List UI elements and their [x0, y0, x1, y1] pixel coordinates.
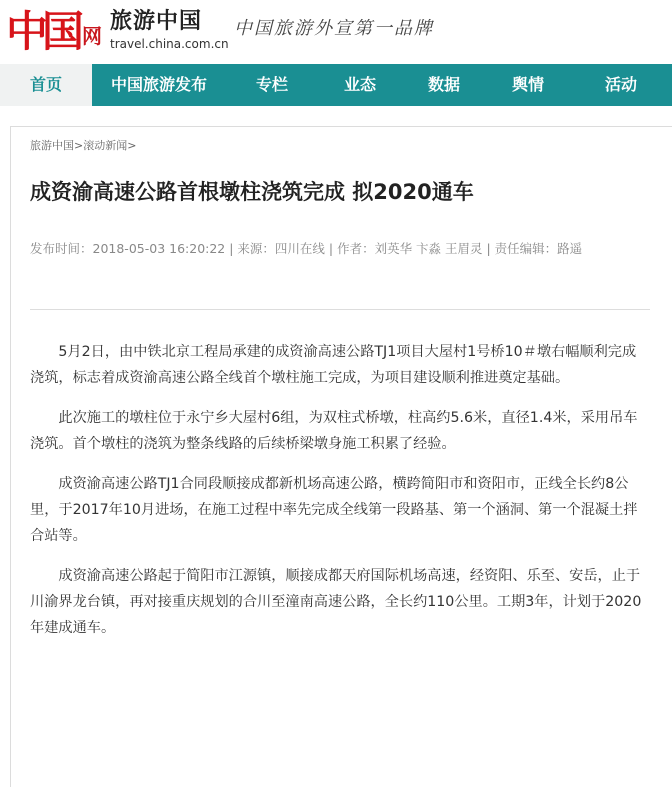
nav-item-business[interactable]: 业态: [343, 75, 376, 94]
china-net-logo[interactable]: [6, 6, 106, 58]
nav-item-tourism-release[interactable]: 中国旅游发布: [110, 75, 207, 94]
brand-block[interactable]: [110, 8, 229, 52]
breadcrumb: [30, 137, 136, 153]
article-title: 成资渝高速公路首根墩柱浇筑完成 拟2020通车: [30, 180, 474, 204]
brand-url: travel.china.com.cn: [110, 37, 229, 51]
breadcrumb-separator: >: [127, 139, 137, 152]
breadcrumb-separator: >: [74, 139, 84, 152]
article-paragraph: 成资渝高速公路起于简阳市江源镇，顺接成都天府国际机场高速，经资阳、乐至、安岳，止于川渝界龙台镇，再对接重庆规划的合川至潼南高速公路，全长约110公里。工期3年，计划于2020年建成通车。: [30, 568, 642, 636]
main-nav: [0, 64, 672, 106]
article-paragraph: 成资渝高速公路TJ1合同段顺接成都新机场高速公路，横跨简阳市和资阳市，正线全长约8公里，于2017年10月进场，在施工过程中率先完成全线第一段路基、第一个涵洞、第一个混凝土拌合站等。: [30, 476, 638, 544]
site-slogan: 中国旅游外宣第一品牌: [234, 18, 434, 39]
nav-item-home[interactable]: 首页: [0, 64, 92, 106]
article-paragraph: 5月2日，由中铁北京工程局承建的成资渝高速公路TJ1项目大屋村1号桥10＃墩右幅顺利完成浇筑，标志着成资渝高速公路全线首个墩柱施工完成，为项目建设顺利推进奠定基础。: [30, 344, 637, 386]
nav-item-column[interactable]: 专栏: [255, 75, 288, 94]
nav-item-public-opinion[interactable]: 舆情: [511, 75, 544, 94]
logo-net-text: 网: [82, 24, 102, 48]
article-paragraph: 此次施工的墩柱位于永宁乡大屋村6组，为双柱式桥墩，柱高约5.6米，直径1.4米，采用吊车浇筑。首个墩柱的浇筑为整条线路的后续桥梁墩身施工积累了经验。: [30, 410, 638, 452]
breadcrumb-section[interactable]: 滚动新闻: [83, 139, 128, 152]
breadcrumb-home[interactable]: 旅游中国: [30, 139, 74, 152]
brand-title: 旅游中国: [110, 8, 203, 34]
logo-mark: 中国: [6, 7, 79, 56]
article-meta: 发布时间：2018-05-03 16:20:22 | 来源：四川在线 | 作者：刘英华 卞淼 王眉灵 | 责任编辑：路遥: [30, 241, 583, 256]
site-header: [0, 0, 672, 64]
article-body: [30, 339, 650, 655]
nav-item-data[interactable]: 数据: [427, 75, 460, 94]
divider: [30, 309, 650, 310]
nav-item-events[interactable]: 活动: [604, 75, 637, 94]
